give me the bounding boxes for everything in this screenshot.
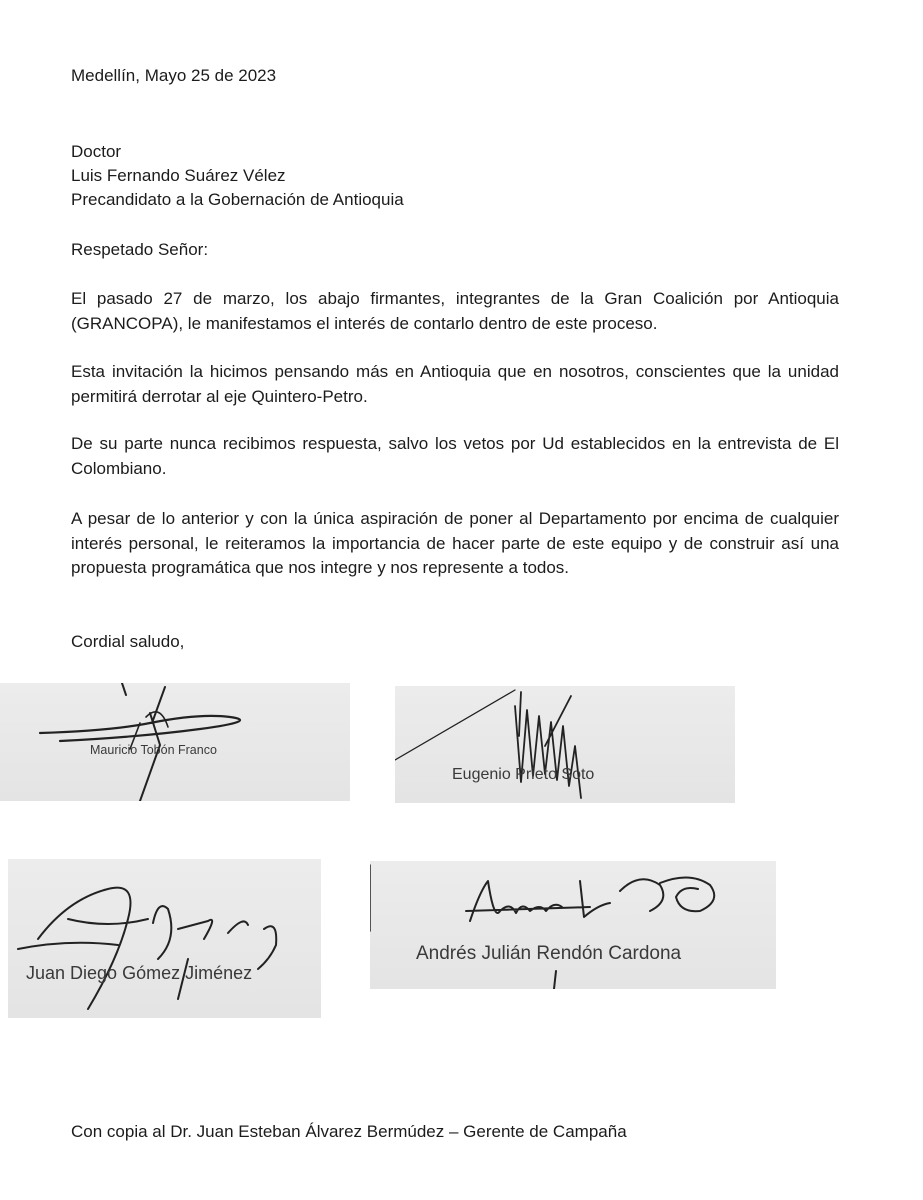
body-paragraph-2: Esta invitación la hicimos pensando más en Antioquia que en nosotros, conscientes que la unidad permitirá derrotar al eje Quintero-Petro. — [71, 362, 839, 406]
signature-scribble-icon — [0, 683, 350, 801]
body-paragraph-1: El pasado 27 de marzo, los abajo firmantes, integrantes de la Gran Coalición por Antioquia (GRANCOPA), le manifestamos el interés de contarlo dentro de este proceso. — [71, 289, 839, 333]
signature-scribble-icon — [370, 861, 776, 989]
signature-mauricio-tobon — [0, 683, 350, 801]
recipient-title: Doctor — [71, 142, 122, 161]
salutation: Respetado Señor: — [71, 240, 209, 259]
signature-scribble-icon — [8, 859, 321, 1018]
letter-date: Medellín, Mayo 25 de 2023 — [71, 66, 277, 85]
carbon-copy-line: Con copia al Dr. Juan Esteban Álvarez Bermúdez – Gerente de Campaña — [71, 1122, 627, 1141]
body-paragraph-3: De su parte nunca recibimos respuesta, salvo los vetos por Ud establecidos en la entrevista de El Colombiano. — [71, 434, 839, 478]
signature-juan-diego-gomez — [8, 859, 321, 1018]
signature-scribble-icon — [395, 686, 735, 803]
body-paragraph-4: A pesar de lo anterior y con la única aspiración de poner al Departamento por encima de cualquier interés personal, le reiteramos la importancia de hacer parte de este equipo y de construir así una propuesta programática que nos integre y nos represente a todos. — [71, 509, 839, 577]
recipient-position: Precandidato a la Gobernación de Antioquia — [71, 190, 404, 209]
signature-name: Mauricio Tobón Franco — [90, 743, 217, 757]
signature-name: Juan Diego Gómez Jiménez — [26, 963, 253, 983]
signature-andres-julian-rendon — [370, 861, 776, 989]
signature-name: Eugenio Prieto Soto — [452, 766, 595, 783]
signature-eugenio-prieto — [395, 686, 735, 803]
recipient-name: Luis Fernando Suárez Vélez — [71, 166, 286, 185]
closing: Cordial saludo, — [71, 632, 185, 651]
signature-name: Andrés Julián Rendón Cardona — [416, 943, 682, 964]
